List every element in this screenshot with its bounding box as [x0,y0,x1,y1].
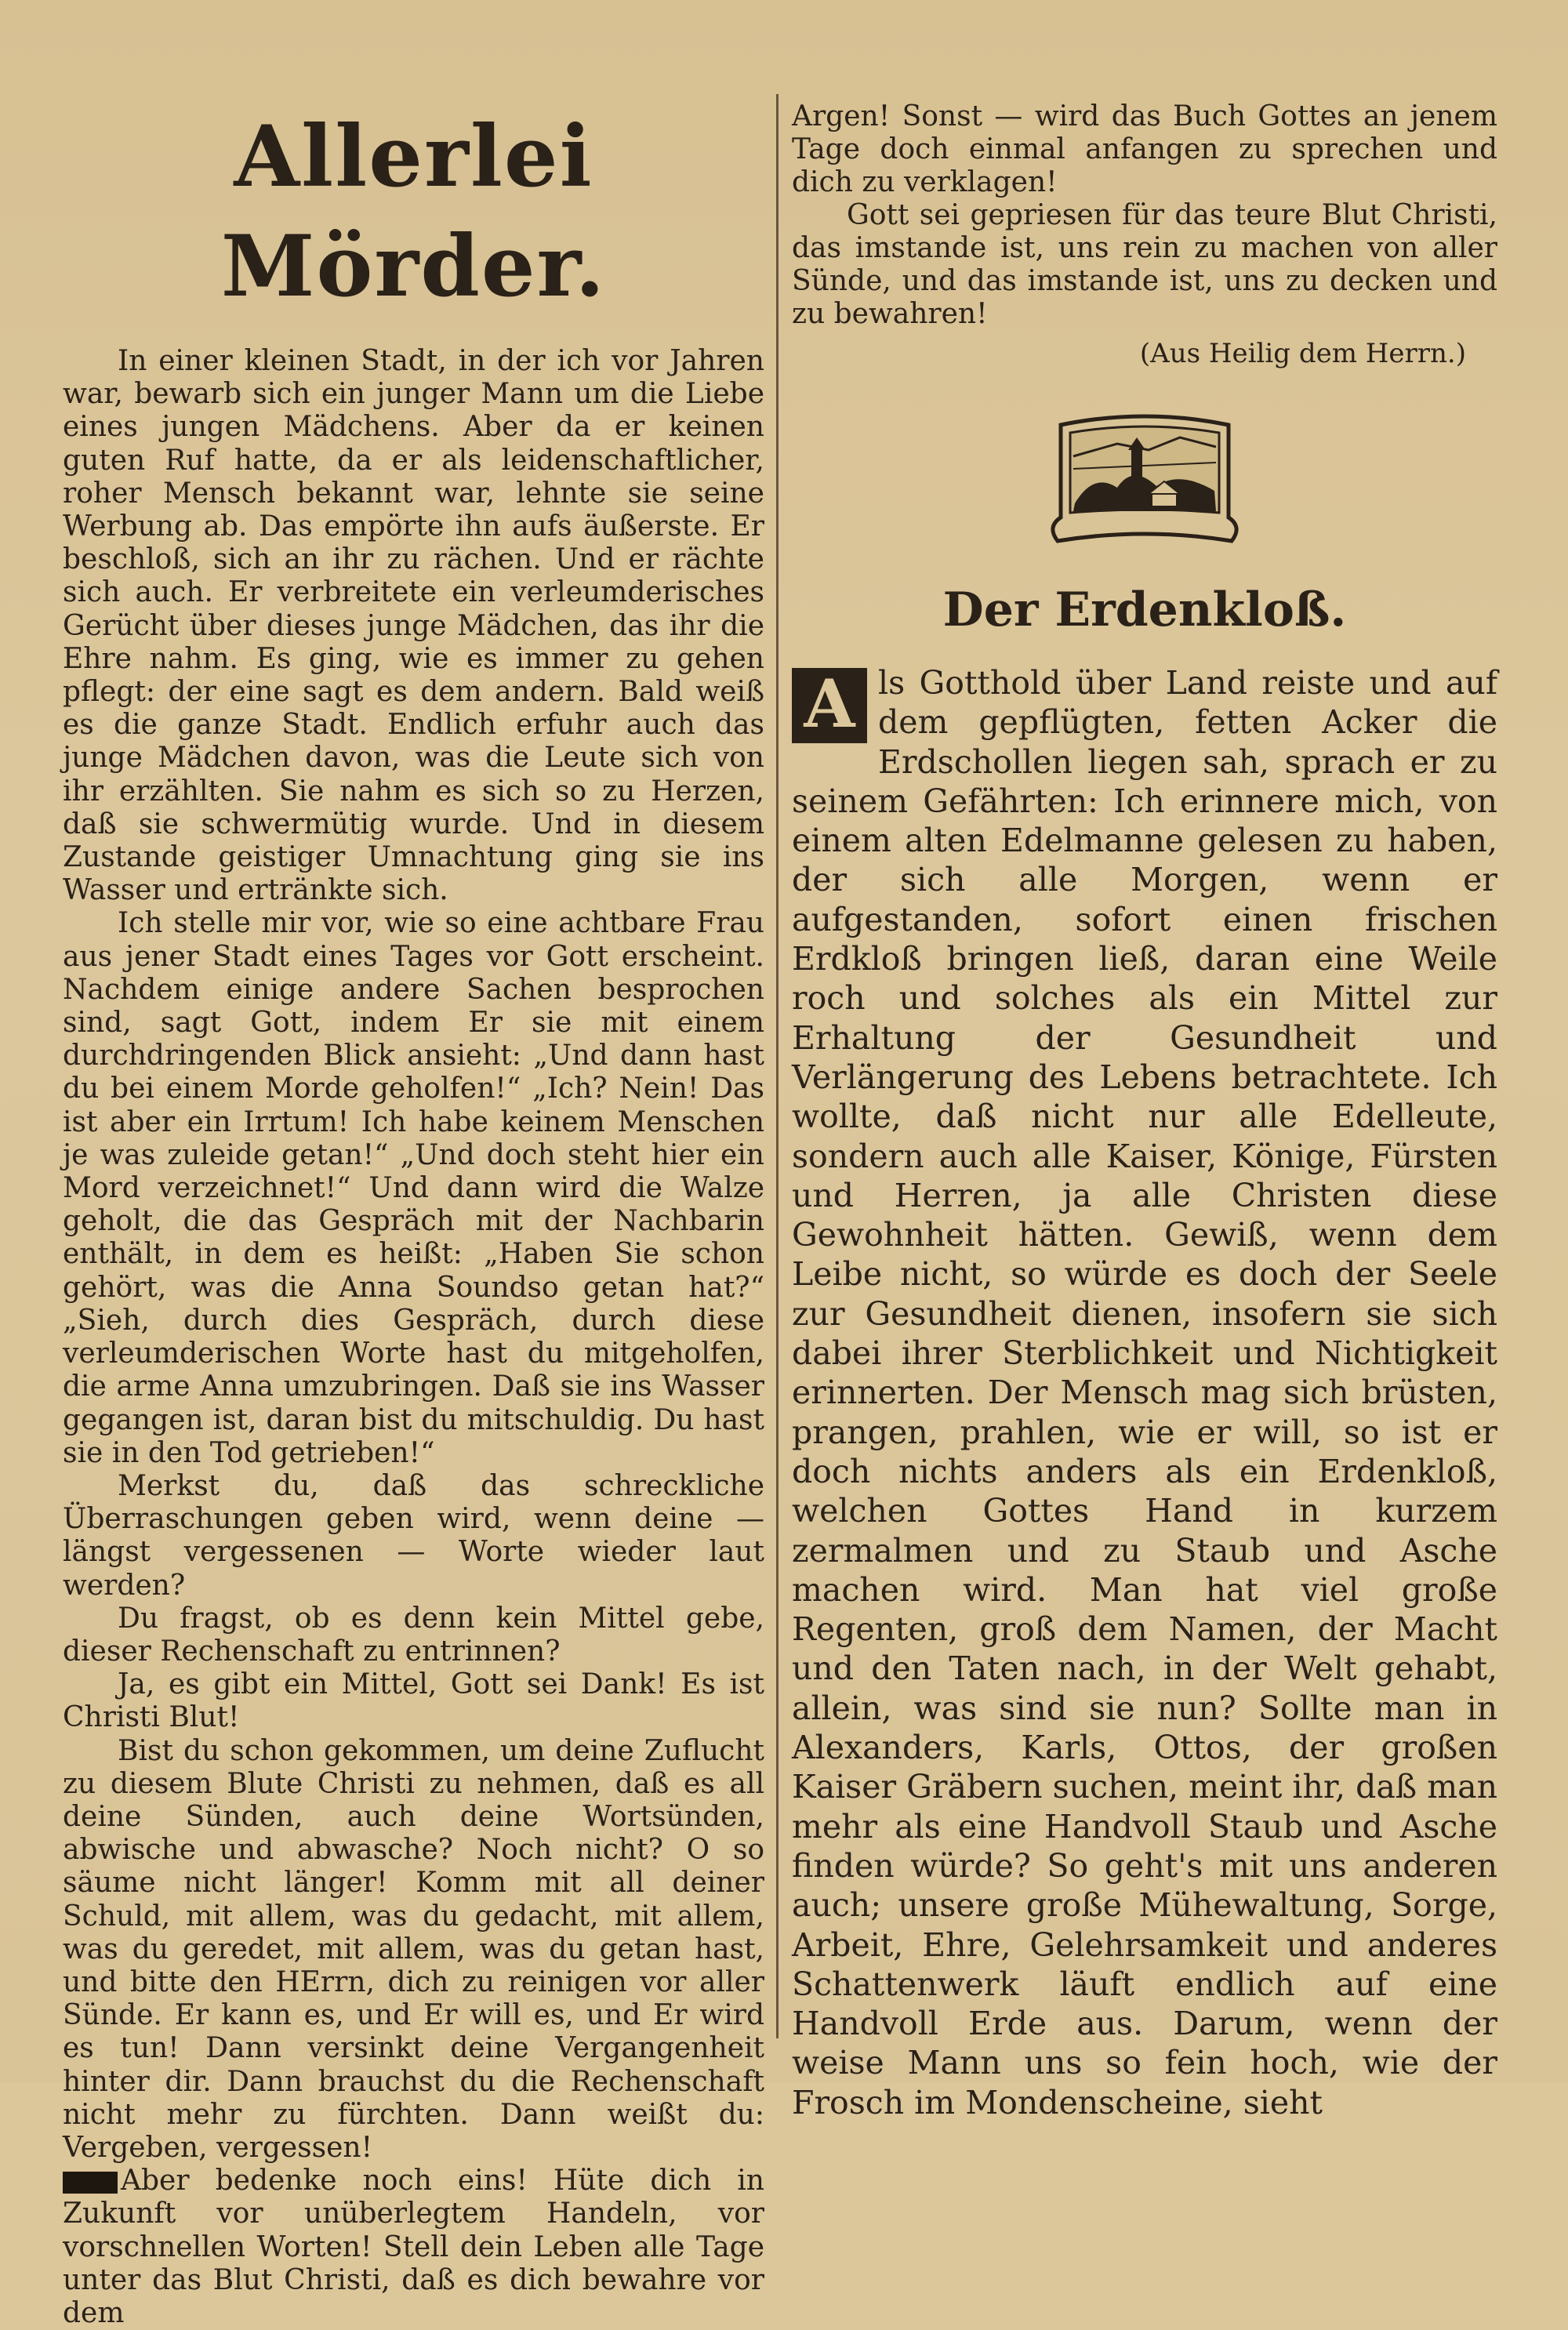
paragraph-5: Ja, es gibt ein Mittel, Gott sei Dank! Es ist Christi Blut! [63,1668,764,1734]
erdenkloss-text: ls Gotthold über Land reiste und auf dem gepflügten, fetten Acker die Erdschollen liegen sah, sprach er zu seinem Gefährten: Ich erinnere mich, von einem alten Edelmanne gelesen zu haben, der sich alle Morgen, wenn er aufgestanden, sofort einen frischen Erdkloß bringen ließ, daran eine Weile roch und solches als ein Mittel zur Erhaltung der Gesundheit und Verlängerung des Lebens betrachtete. Ich wollte, daß nicht nur alle Edelleute, sondern auch alle Kaiser, Könige, Fürsten und Herren, ja alle Christen diese Gewohnheit hätten. Gewiß, wenn dem Leibe nicht, so würde es doch der Seele zur Gesundheit dienen, insofern sie sich dabei ihrer Sterblichkeit und Nichtigkeit erinnerten. Der Mensch mag sich brüsten, prangen, prahlen, wie er will, so ist er doch nichts anders als ein Erdenkloß, welchen Gottes Hand in kurzem zermalmen und zu Staub und Asche machen wird. Man hat viel große Regenten, groß dem Namen, der Macht und den Taten nach, in der Welt gehabt, allein, was sind sie nun? Sollte man in Alexanders, Karls, Ottos, der großen Kaiser Gräbern suchen, meint ihr, daß man mehr als eine Handvoll Staub und Asche finden würde? So geht's mit uns anderen auch; unsere große Mühewaltung, Sorge, Arbeit, Ehre, Gelehrsamkeit und anderes Schattenwerk läuft endlich auf eine Handvoll Erde aus. Darum, wenn der weise Mann uns so fein hoch, wie der Frosch im Mondenscheine, sieht [792,664,1497,2121]
source-credit: (Aus Heilig dem Herrn.) [1139,338,1466,369]
paragraph-2: Ich stelle mir vor, wie so eine achtbare Frau aus jener Stadt eines Tages vor Gott erscheint. Nachdem einige andere Sachen besprochen sind, sagt Gott, indem Er sie mit einem durchdringenden Blick ansieht: „Und dann hast du bei einem Morde geholfen!“ „Ich? Nein! Das ist aber ein Irrtum! Ich habe keinem Menschen je was zuleide getan!“ „Und doch steht hier ein Mord verzeichnet!“ Und dann wird die Walze geholt, die das Gespräch mit der Nachbarin enthält, in dem es heißt: „Haben Sie schon gehört, was die Anna Soundso getan hat?“ „Sieh, durch dies Gespräch, durch diese verleumderischen Worte hast du mitgeholfen, die arme Anna umzubringen. Daß sie ins Wasser gegangen ist, daran bist du mitschuldig. Du hast sie in den Tod getrieben!“ [63,907,764,1469]
left-column [63,94,764,2330]
paragraph-6: Bist du schon gekommen, um deine Zuflucht zu diesem Blute Christi zu nehmen, daß es all deine Sünden, auch deine Wortsünden, abwische und abwasche? Noch nicht? O so säume nicht länger! Komm mit all deiner Schuld, mit allem, was du gedacht, mit allem, was du geredet, mit allem, was du getan hast, und bitte den HErrn, dich zu reinigen vor aller Sünde. Er kann es, und Er will es, und Er wird es tun! Dann versinkt deine Vergangenheit hinter dir. Dann brauchst du die Rechenschaft nicht mehr zu fürchten. Dann weißt du: Vergeben, vergessen! [63,1734,764,2164]
paragraph-3: Merkst du, daß das schreckliche Überraschungen geben wird, wenn deine — längst vergessenen — Worte wieder laut werden? [63,1469,764,1602]
landscape-vignette-illustration [1047,409,1243,550]
column-divider [776,94,779,2038]
continuation-paragraph-1: Argen! Sonst — wird das Buch Gottes an jenem Tage doch einmal anfangen zu sprechen und dich zu verklagen! [792,100,1497,198]
paragraph-4: Du fragst, ob es denn kein Mittel gebe, dieser Rechenschaft zu entrinnen? [63,1602,764,1668]
drop-cap [792,665,867,743]
article-title-erdenkloss: Der Erdenkloß. [942,582,1347,637]
article-title-allerlei-moerder: Allerlei Mörder. [220,107,607,316]
landscape-vignette-icon [1047,409,1243,550]
drop-cap-letter: A [804,665,855,742]
continuation-block [792,100,1497,331]
continuation-paragraph-2: Gott sei gepriesen für das teure Blut Christi, das imstande ist, uns rein zu machen von aller Sünde, und das imstande ist, uns zu decken und zu bewahren! [792,199,1497,330]
article-body-erdenkloss [792,663,1497,2122]
right-column [792,100,1497,2122]
article-body-allerlei-moerder [63,345,764,2330]
paragraph-7-text: Aber bedenke noch eins! Hüte dich in Zukunft vor unüberlegtem Handeln, vor vorschnellen Worten! Stell dein Leben alle Tage unter das Blut Christi, daß es dich bewahre vor dem [63,2165,764,2329]
pointing-hand-icon [63,2172,118,2194]
paragraph-1: In einer kleinen Stadt, in der ich vor Jahren war, bewarb sich ein junger Mann um die Liebe eines jungen Mädchens. Aber da er keinen guten Ruf hatte, da er als leidenschaftlicher, roher Mensch bekannt war, lehnte sie seine Werbung ab. Das empörte ihn aufs äußerste. Er beschloß, sich an ihr zu rächen. Und er rächte sich auch. Er verbreitete ein verleumderisches Gerücht über dieses junge Mädchen, das ihr die Ehre nahm. Es ging, wie es immer zu gehen pflegt: der eine sagt es dem andern. Bald weiß es die ganze Stadt. Endlich erfuhr auch das junge Mädchen davon, was die Leute sich von ihr erzählten. Sie nahm es sich so zu Herzen, daß sie schwermütig wurde. Und in diesem Zustande geistiger Umnachtung ging sie ins Wasser und ertränkte sich. [63,345,764,907]
paragraph-7 [63,2165,764,2330]
